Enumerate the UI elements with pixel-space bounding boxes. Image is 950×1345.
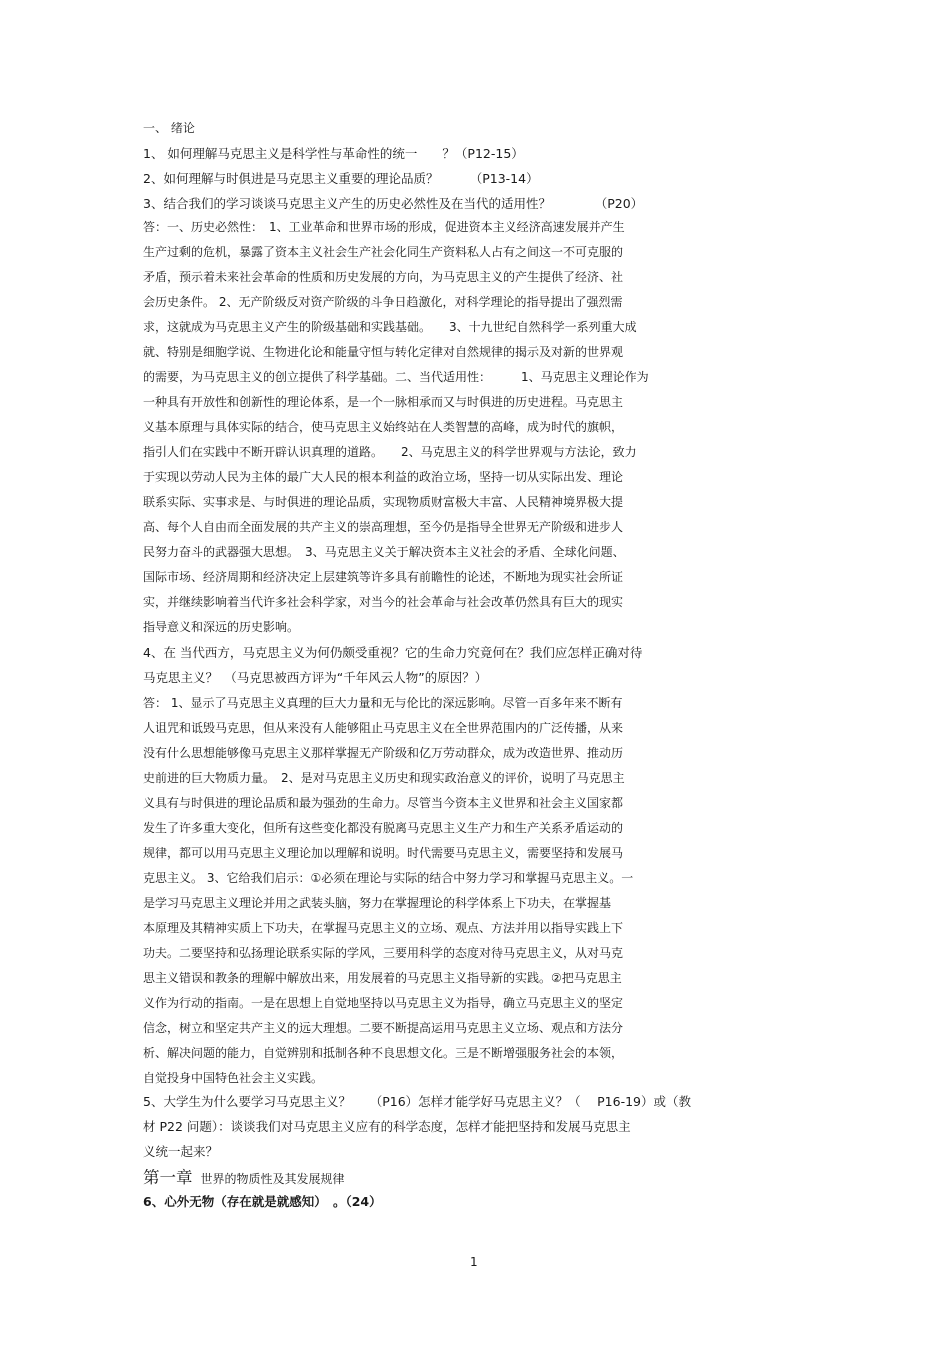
answer-3-line: 实，并继续影响着当代许多社会科学家，对当今的社会革命与社会改革仍然具有巨大的现实 [143,595,624,609]
answer-3-line: 答：一、历史必然性： 1、工业革命和世界市场的形成，促进资本主义经济高速发展并产生 [143,220,625,234]
answer-3-line: 国际市场、经济周期和经济决定上层建筑等许多具有前瞻性的论述，不断地为现实社会所证 [143,570,624,584]
question-6: 6、心外无物（存在就是就感知） 。（24） [143,1194,382,1209]
answer-3-line: 于实现以劳动人民为主体的最广大人民的根本利益的政治立场，坚持一切从实际出发、理论 [143,470,624,484]
question-1: 1、 如何理解马克思主义是科学性与革命性的统一 ？（P12-15） [143,146,524,161]
intro-heading: 一、 绪论 [143,121,195,135]
answer-4-line: 史前进的巨大物质力量。 2、是对马克思主义历史和现实政治意义的评价，说明了马克思主 [143,771,625,785]
answer-3-line: 一种具有开放性和创新性的理论体系，是一个一脉相承而又与时俱进的历史进程。马克思主 [143,395,624,409]
question-5-cont: 义统一起来？ [143,1144,219,1159]
question-2: 2、如何理解与时俱进是马克思主义重要的理论品质？ （P13-14） [143,171,539,186]
answer-4-line: 规律，都可以用马克思主义理论加以理解和说明。时代需要马克思主义，需要坚持和发展马 [143,846,624,860]
question-3: 3、结合我们的学习谈谈马克思主义产生的历史必然性及在当代的适用性？ （P20） [143,196,644,211]
answer-4-line: 答： 1、显示了马克思主义真理的巨大力量和无与伦比的深远影响。尽管一百多年来不断有 [143,696,623,710]
question-4-cont: 马克思主义？ （马克思被西方评为“千年风云人物”的原因？） [143,670,488,685]
answer-3-line: 矛盾，预示着未来社会革命的性质和历史发展的方向，为马克思主义的产生提供了经济、社 [143,270,624,284]
answer-3-line: 高、每个人自由而全面发展的共产主义的崇高理想，至今仍是指导全世界无产阶级和进步人 [143,520,624,534]
answer-3-line: 就、特别是细胞学说、生物进化论和能量守恒与转化定律对自然规律的揭示及对新的世界观 [143,345,624,359]
answer-3-line: 指导意义和深远的历史影响。 [143,620,300,634]
question-5-cont: 材 P22 问题）：谈谈我们对马克思主义应有的科学态度，怎样才能把坚持和发展马克思主 [143,1119,631,1134]
answer-3-line: 的需要，为马克思主义的创立提供了科学基础。二、当代适用性： 1、马克思主义理论作为 [143,370,649,384]
answer-4-line: 人诅咒和诋毁马克思，但从来没有人能够阻止马克思主义在全世界范围内的广泛传播，从来 [143,721,624,735]
answer-3-line: 联系实际、实事求是、与时俱进的理论品质，实现物质财富极大丰富、人民精神境界极大提 [143,495,624,509]
answer-3-line: 求，这就成为马克思主义产生的阶级基础和实践基础。 3、十九世纪自然科学一系列重大成 [143,320,637,334]
answer-4-line: 是学习马克思主义理论并用之武装头脑，努力在掌握理论的科学体系上下功夫，在掌握基 [143,896,612,910]
question-4: 4、在 当代西方，马克思主义为何仍颇受重视？它的生命力究竟何在？我们应怎样正确对待 [143,645,643,660]
answer-4-line: 功夫。二要坚持和弘扬理论联系实际的学风，三要用科学的态度对待马克思主义，从对马克 [143,946,624,960]
page-number: 1 [470,1255,478,1269]
answer-4-line: 析、解决问题的能力，自觉辨别和抵制各种不良思想文化。三是不断增强服务社会的本领， [143,1046,624,1060]
answer-4-line: 义作为行动的指南。一是在思想上自觉地坚持以马克思主义为指导，确立马克思主义的坚定 [143,996,624,1010]
answer-4-line: 克思主义。 3、它给我们启示：①必须在理论与实际的结合中努力学习和掌握马克思主义。一 [143,871,634,885]
chapter-number: 第一章 [143,1168,193,1187]
answer-4-line: 信念，树立和坚定共产主义的远大理想。二要不断提高运用马克思主义立场、观点和方法分 [143,1021,624,1035]
answer-3-line: 指引人们在实践中不断开辟认识真理的道路。 2、马克思主义的科学世界观与方法论，致力 [143,445,637,459]
chapter-subtitle: 世界的物质性及其发展规律 [200,1172,345,1186]
answer-3-line: 会历史条件。 2、无产阶级反对资产阶级的斗争日趋激化，对科学理论的指导提出了强烈需 [143,295,623,309]
answer-4-line: 思主义错误和教条的理解中解放出来，用发展着的马克思主义指导新的实践。②把马克思主 [143,971,622,985]
answer-4-line: 本原理及其精神实质上下功夫，在掌握马克思主义的立场、观点、方法并用以指导实践上下 [143,921,624,935]
chapter-heading [143,1164,345,1188]
answer-4-line: 义具有与时俱进的理论品质和最为强劲的生命力。尽管当今资本主义世界和社会主义国家都 [143,796,624,810]
answer-4-line: 自觉投身中国特色社会主义实践。 [143,1071,324,1085]
answer-4-line: 发生了许多重大变化，但所有这些变化都没有脱离马克思主义生产力和生产关系矛盾运动的 [143,821,624,835]
answer-3-line: 民努力奋斗的武器强大思想。 3、马克思主义关于解决资本主义社会的矛盾、全球化问题、 [143,545,625,559]
answer-3-line: 义基本原理与具体实际的结合，使马克思主义始终站在人类智慧的高峰，成为时代的旗帜， [143,420,624,434]
answer-4-line: 没有什么思想能够像马克思主义那样掌握无产阶级和亿万劳动群众，成为改造世界、推动历 [143,746,624,760]
answer-3-line: 生产过剩的危机，暴露了资本主义社会生产社会化同生产资料私人占有之间这一不可克服的 [143,245,624,259]
question-5: 5、大学生为什么要学习马克思主义？ （P16）怎样才能学好马克思主义？（ P16-19）或（教 [143,1094,691,1109]
